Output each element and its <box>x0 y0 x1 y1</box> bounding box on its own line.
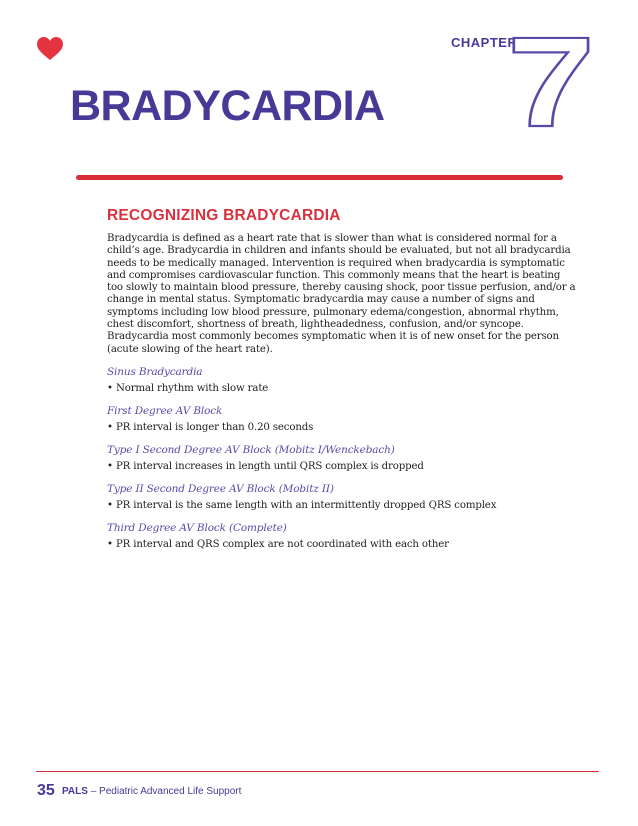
rhythm-description: • PR interval is the same length with an intermittently dropped QRS complex <box>107 499 497 511</box>
rhythm-list <box>107 366 577 551</box>
section-heading: RECOGNIZING BRADYCARDIA <box>107 207 341 224</box>
rhythm-title: First Degree AV Block <box>107 404 223 417</box>
rhythm-title: Sinus Bradycardia <box>107 365 203 378</box>
intro-paragraph: Bradycardia is defined as a heart rate that is slower than what is considered normal for a child’s age. Bradycardia in children and infants should be evaluated, but not all bradycardia needs to be medically managed. Intervention is required when bradycardia is symptomatic and compromises cardiovascular function. This commonly means that the heart is beating too slowly to maintain blood pressure, thereby causing shock, poor tissue perfusion, and/or a change in mental status. Symptomatic bradycardia may cause a number of signs and symptoms including low blood pressure, pulmonary edema/congestion, abnormal rhythm, chest discomfort, shortness of breath, lightheadedness, confusion, and/or syncope. Bradycardia most commonly becomes symptomatic when it is of new onset for the person (acute slowing of the heart rate). <box>107 233 576 355</box>
rhythm-type-i-second-degree-av-block <box>107 444 577 473</box>
rhythm-title: Type II Second Degree AV Block (Mobitz II) <box>107 482 334 495</box>
chapter-title: BRADYCARDIA <box>70 82 385 130</box>
rhythm-description: • PR interval is longer than 0.20 seconds <box>107 421 314 433</box>
rhythm-title: Third Degree AV Block (Complete) <box>107 521 287 534</box>
chapter-label: CHAPTER <box>451 35 518 50</box>
section-content <box>107 206 577 551</box>
footer-text <box>62 786 241 797</box>
chapter-number-text: 7 <box>507 26 595 132</box>
footer-brand: PALS <box>62 786 88 797</box>
chapter-number <box>505 26 595 132</box>
rhythm-title: Type I Second Degree AV Block (Mobitz I/Wenckebach) <box>107 443 395 456</box>
rhythm-first-degree-av-block <box>107 405 577 434</box>
heart-icon <box>37 37 63 61</box>
rhythm-sinus-bradycardia <box>107 366 577 395</box>
rhythm-third-degree-av-block <box>107 522 577 551</box>
title-divider <box>76 175 563 180</box>
footer-divider <box>36 771 599 772</box>
rhythm-description: • PR interval increases in length until QRS complex is dropped <box>107 460 424 472</box>
page-number: 35 <box>37 782 55 799</box>
rhythm-type-ii-second-degree-av-block <box>107 483 577 512</box>
rhythm-description: • Normal rhythm with slow rate <box>107 382 269 394</box>
footer-subtitle: – Pediatric Advanced Life Support <box>87 786 242 797</box>
rhythm-description: • PR interval and QRS complex are not coordinated with each other <box>107 538 449 550</box>
